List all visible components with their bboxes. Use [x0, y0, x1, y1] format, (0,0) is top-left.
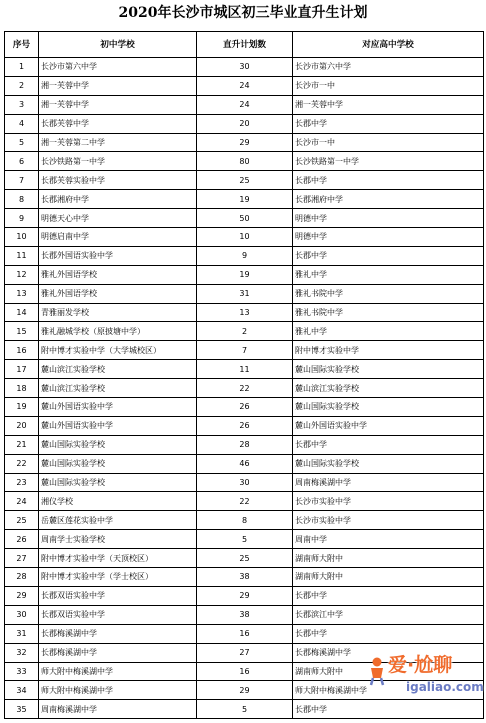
table-row: [5, 549, 484, 568]
middle-school-cell: 长郡芙蓉中学: [39, 114, 197, 133]
quota-cell: 2: [197, 322, 293, 341]
middle-school-cell: 附中博才实验中学（大学城校区）: [39, 341, 197, 360]
quota-cell: 80: [197, 152, 293, 171]
middle-school-cell: 麓山滨江实验学校: [39, 379, 197, 398]
row-number-cell: 14: [5, 303, 39, 322]
high-school-cell: 师大附中梅溪湖中学: [293, 681, 484, 700]
document-title: 2020年长沙市城区初三毕业直升生计划: [118, 5, 368, 21]
high-school-cell: 长郡中学: [293, 246, 484, 265]
row-number-cell: 12: [5, 265, 39, 284]
quota-cell: 11: [197, 360, 293, 379]
quota-cell: 9: [197, 246, 293, 265]
table-row: [5, 416, 484, 435]
high-school-cell: 长郡湘府中学: [293, 190, 484, 209]
high-school-cell: 附中博才实验中学: [293, 341, 484, 360]
high-school-cell: 雅礼书院中学: [293, 284, 484, 303]
row-number-cell: 35: [5, 700, 39, 719]
table-row: [5, 209, 484, 228]
table-row: [5, 133, 484, 152]
row-number-cell: 29: [5, 586, 39, 605]
watermark-brand: 爱·尬聊: [388, 654, 453, 676]
quota-cell: 20: [197, 114, 293, 133]
table-row: [5, 360, 484, 379]
high-school-cell: 明德中学: [293, 228, 484, 247]
middle-school-cell: 明德启南中学: [39, 228, 197, 247]
high-school-cell: 长郡中学: [293, 700, 484, 719]
middle-school-cell: 岳麓区莲花实验中学: [39, 511, 197, 530]
high-school-cell: 麓山国际实验学校: [293, 398, 484, 417]
high-school-cell: 周南梅溪湖中学: [293, 473, 484, 492]
row-number-cell: 26: [5, 530, 39, 549]
table-row: [5, 190, 484, 209]
high-school-cell: 雅礼中学: [293, 322, 484, 341]
high-school-cell: 长沙市一中: [293, 76, 484, 95]
row-number-cell: 3: [5, 95, 39, 114]
row-number-cell: 27: [5, 549, 39, 568]
table-row: [5, 322, 484, 341]
row-number-cell: 1: [5, 58, 39, 77]
table-row: [5, 700, 484, 719]
quota-cell: 26: [197, 398, 293, 417]
row-number-cell: 8: [5, 190, 39, 209]
middle-school-cell: 长郡外国语实验中学: [39, 246, 197, 265]
middle-school-cell: 长沙市第六中学: [39, 58, 197, 77]
table-row: [5, 228, 484, 247]
middle-school-cell: 雅礼外国语学校: [39, 284, 197, 303]
table-row: [5, 530, 484, 549]
table-row: [5, 341, 484, 360]
table-row: [5, 624, 484, 643]
quota-cell: 38: [197, 605, 293, 624]
table-row: [5, 511, 484, 530]
middle-school-cell: 长沙铁路第一中学: [39, 152, 197, 171]
table-row: [5, 586, 484, 605]
high-school-cell: 长郡中学: [293, 171, 484, 190]
middle-school-cell: 雅礼融城学校（原披塘中学）: [39, 322, 197, 341]
row-number-cell: 21: [5, 435, 39, 454]
middle-school-cell: 长郡梅溪湖中学: [39, 624, 197, 643]
middle-school-cell: 长郡双语实验中学: [39, 605, 197, 624]
high-school-cell: 长沙铁路第一中学: [293, 152, 484, 171]
middle-school-cell: 麓山国际实验学校: [39, 454, 197, 473]
row-number-cell: 15: [5, 322, 39, 341]
quota-cell: 26: [197, 416, 293, 435]
quota-cell: 5: [197, 700, 293, 719]
table-row: [5, 662, 484, 681]
high-school-cell: 长沙市第六中学: [293, 58, 484, 77]
middle-school-cell: 湘一芙蓉中学: [39, 76, 197, 95]
quota-cell: 31: [197, 284, 293, 303]
middle-school-cell: 麓山外国语实验中学: [39, 398, 197, 417]
high-school-cell: 雅礼中学: [293, 265, 484, 284]
table-row: [5, 152, 484, 171]
high-school-cell: 长沙市一中: [293, 133, 484, 152]
middle-school-cell: 青雅丽发学校: [39, 303, 197, 322]
promotion-plan-table: [4, 31, 484, 719]
row-number-cell: 24: [5, 492, 39, 511]
quota-cell: 50: [197, 209, 293, 228]
middle-school-cell: 湘一芙蓉中学: [39, 95, 197, 114]
middle-school-cell: 明德天心中学: [39, 209, 197, 228]
high-school-cell: 雅礼书院中学: [293, 303, 484, 322]
table-row: [5, 681, 484, 700]
watermark-url: igaliao.com: [406, 680, 484, 694]
quota-cell: 16: [197, 662, 293, 681]
row-number-cell: 19: [5, 398, 39, 417]
table-row: [5, 58, 484, 77]
row-number-cell: 4: [5, 114, 39, 133]
row-number-cell: 17: [5, 360, 39, 379]
row-number-cell: 9: [5, 209, 39, 228]
quota-cell: 19: [197, 190, 293, 209]
middle-school-cell: 长郡梅溪湖中学: [39, 643, 197, 662]
row-number-cell: 11: [5, 246, 39, 265]
high-school-cell: 湘一芙蓉中学: [293, 95, 484, 114]
middle-school-cell: 师大附中梅溪湖中学: [39, 681, 197, 700]
table-row: [5, 605, 484, 624]
quota-cell: 16: [197, 624, 293, 643]
high-school-cell: 湖南师大附中: [293, 662, 484, 681]
header-high-school: 对应高中学校: [293, 32, 484, 58]
quota-cell: 30: [197, 58, 293, 77]
table-row: [5, 284, 484, 303]
middle-school-cell: 湘仪学校: [39, 492, 197, 511]
table-row: [5, 95, 484, 114]
high-school-cell: 湖南师大附中: [293, 549, 484, 568]
quota-cell: 27: [197, 643, 293, 662]
quota-cell: 8: [197, 511, 293, 530]
high-school-cell: 明德中学: [293, 209, 484, 228]
quota-cell: 24: [197, 76, 293, 95]
quota-cell: 22: [197, 379, 293, 398]
quota-cell: 5: [197, 530, 293, 549]
quota-cell: 24: [197, 95, 293, 114]
table-row: [5, 568, 484, 587]
middle-school-cell: 麓山国际实验学校: [39, 473, 197, 492]
quota-cell: 46: [197, 454, 293, 473]
row-number-cell: 28: [5, 568, 39, 587]
middle-school-cell: 长郡芙蓉实验中学: [39, 171, 197, 190]
table-row: [5, 643, 484, 662]
row-number-cell: 18: [5, 379, 39, 398]
middle-school-cell: 附中博才实验中学（学士校区）: [39, 568, 197, 587]
row-number-cell: 13: [5, 284, 39, 303]
row-number-cell: 31: [5, 624, 39, 643]
row-number-cell: 34: [5, 681, 39, 700]
high-school-cell: 麓山国际实验学校: [293, 360, 484, 379]
quota-cell: 7: [197, 341, 293, 360]
row-number-cell: 2: [5, 76, 39, 95]
middle-school-cell: 长郡双语实验中学: [39, 586, 197, 605]
quota-cell: 30: [197, 473, 293, 492]
high-school-cell: 长沙市实验中学: [293, 492, 484, 511]
row-number-cell: 22: [5, 454, 39, 473]
table-row: [5, 435, 484, 454]
table-row: [5, 303, 484, 322]
row-number-cell: 25: [5, 511, 39, 530]
high-school-cell: 长郡中学: [293, 586, 484, 605]
middle-school-cell: 长郡湘府中学: [39, 190, 197, 209]
middle-school-cell: 湘一芙蓉第二中学: [39, 133, 197, 152]
quota-cell: 38: [197, 568, 293, 587]
row-number-cell: 10: [5, 228, 39, 247]
row-number-cell: 32: [5, 643, 39, 662]
high-school-cell: 湖南师大附中: [293, 568, 484, 587]
table-row: [5, 246, 484, 265]
quota-cell: 10: [197, 228, 293, 247]
row-number-cell: 6: [5, 152, 39, 171]
high-school-cell: 麓山滨江实验学校: [293, 379, 484, 398]
row-number-cell: 23: [5, 473, 39, 492]
row-number-cell: 20: [5, 416, 39, 435]
table-body: [5, 58, 484, 719]
quota-cell: 29: [197, 681, 293, 700]
row-number-cell: 33: [5, 662, 39, 681]
quota-cell: 25: [197, 171, 293, 190]
middle-school-cell: 周南梅溪湖中学: [39, 700, 197, 719]
quota-cell: 29: [197, 133, 293, 152]
high-school-cell: 长郡中学: [293, 435, 484, 454]
table-header-row: [5, 32, 484, 58]
table-row: [5, 76, 484, 95]
row-number-cell: 5: [5, 133, 39, 152]
quota-cell: 25: [197, 549, 293, 568]
table-row: [5, 265, 484, 284]
row-number-cell: 30: [5, 605, 39, 624]
quota-cell: 29: [197, 586, 293, 605]
row-number-cell: 7: [5, 171, 39, 190]
middle-school-cell: 雅礼外国语学校: [39, 265, 197, 284]
table-row: [5, 492, 484, 511]
row-number-cell: 16: [5, 341, 39, 360]
quota-cell: 19: [197, 265, 293, 284]
table-row: [5, 398, 484, 417]
high-school-cell: 长郡中学: [293, 114, 484, 133]
header-middle-school: 初中学校: [39, 32, 197, 58]
table-row: [5, 379, 484, 398]
header-no: 序号: [5, 32, 39, 58]
table-row: [5, 454, 484, 473]
high-school-cell: 麓山国际实验学校: [293, 454, 484, 473]
header-quota: 直升计划数: [197, 32, 293, 58]
middle-school-cell: 麓山外国语实验中学: [39, 416, 197, 435]
quota-cell: 28: [197, 435, 293, 454]
high-school-cell: 麓山外国语实验中学: [293, 416, 484, 435]
middle-school-cell: 周南学士实验学校: [39, 530, 197, 549]
middle-school-cell: 麓山国际实验学校: [39, 435, 197, 454]
high-school-cell: 周南中学: [293, 530, 484, 549]
high-school-cell: 长郡梅溪湖中学: [293, 643, 484, 662]
middle-school-cell: 麓山滨江实验学校: [39, 360, 197, 379]
high-school-cell: 长郡滨江中学: [293, 605, 484, 624]
table-row: [5, 114, 484, 133]
quota-cell: 13: [197, 303, 293, 322]
high-school-cell: 长沙市实验中学: [293, 511, 484, 530]
quota-cell: 22: [197, 492, 293, 511]
middle-school-cell: 师大附中梅溪湖中学: [39, 662, 197, 681]
table-row: [5, 171, 484, 190]
table-row: [5, 473, 484, 492]
middle-school-cell: 附中博才实验中学（天顶校区）: [39, 549, 197, 568]
high-school-cell: 长郡中学: [293, 624, 484, 643]
